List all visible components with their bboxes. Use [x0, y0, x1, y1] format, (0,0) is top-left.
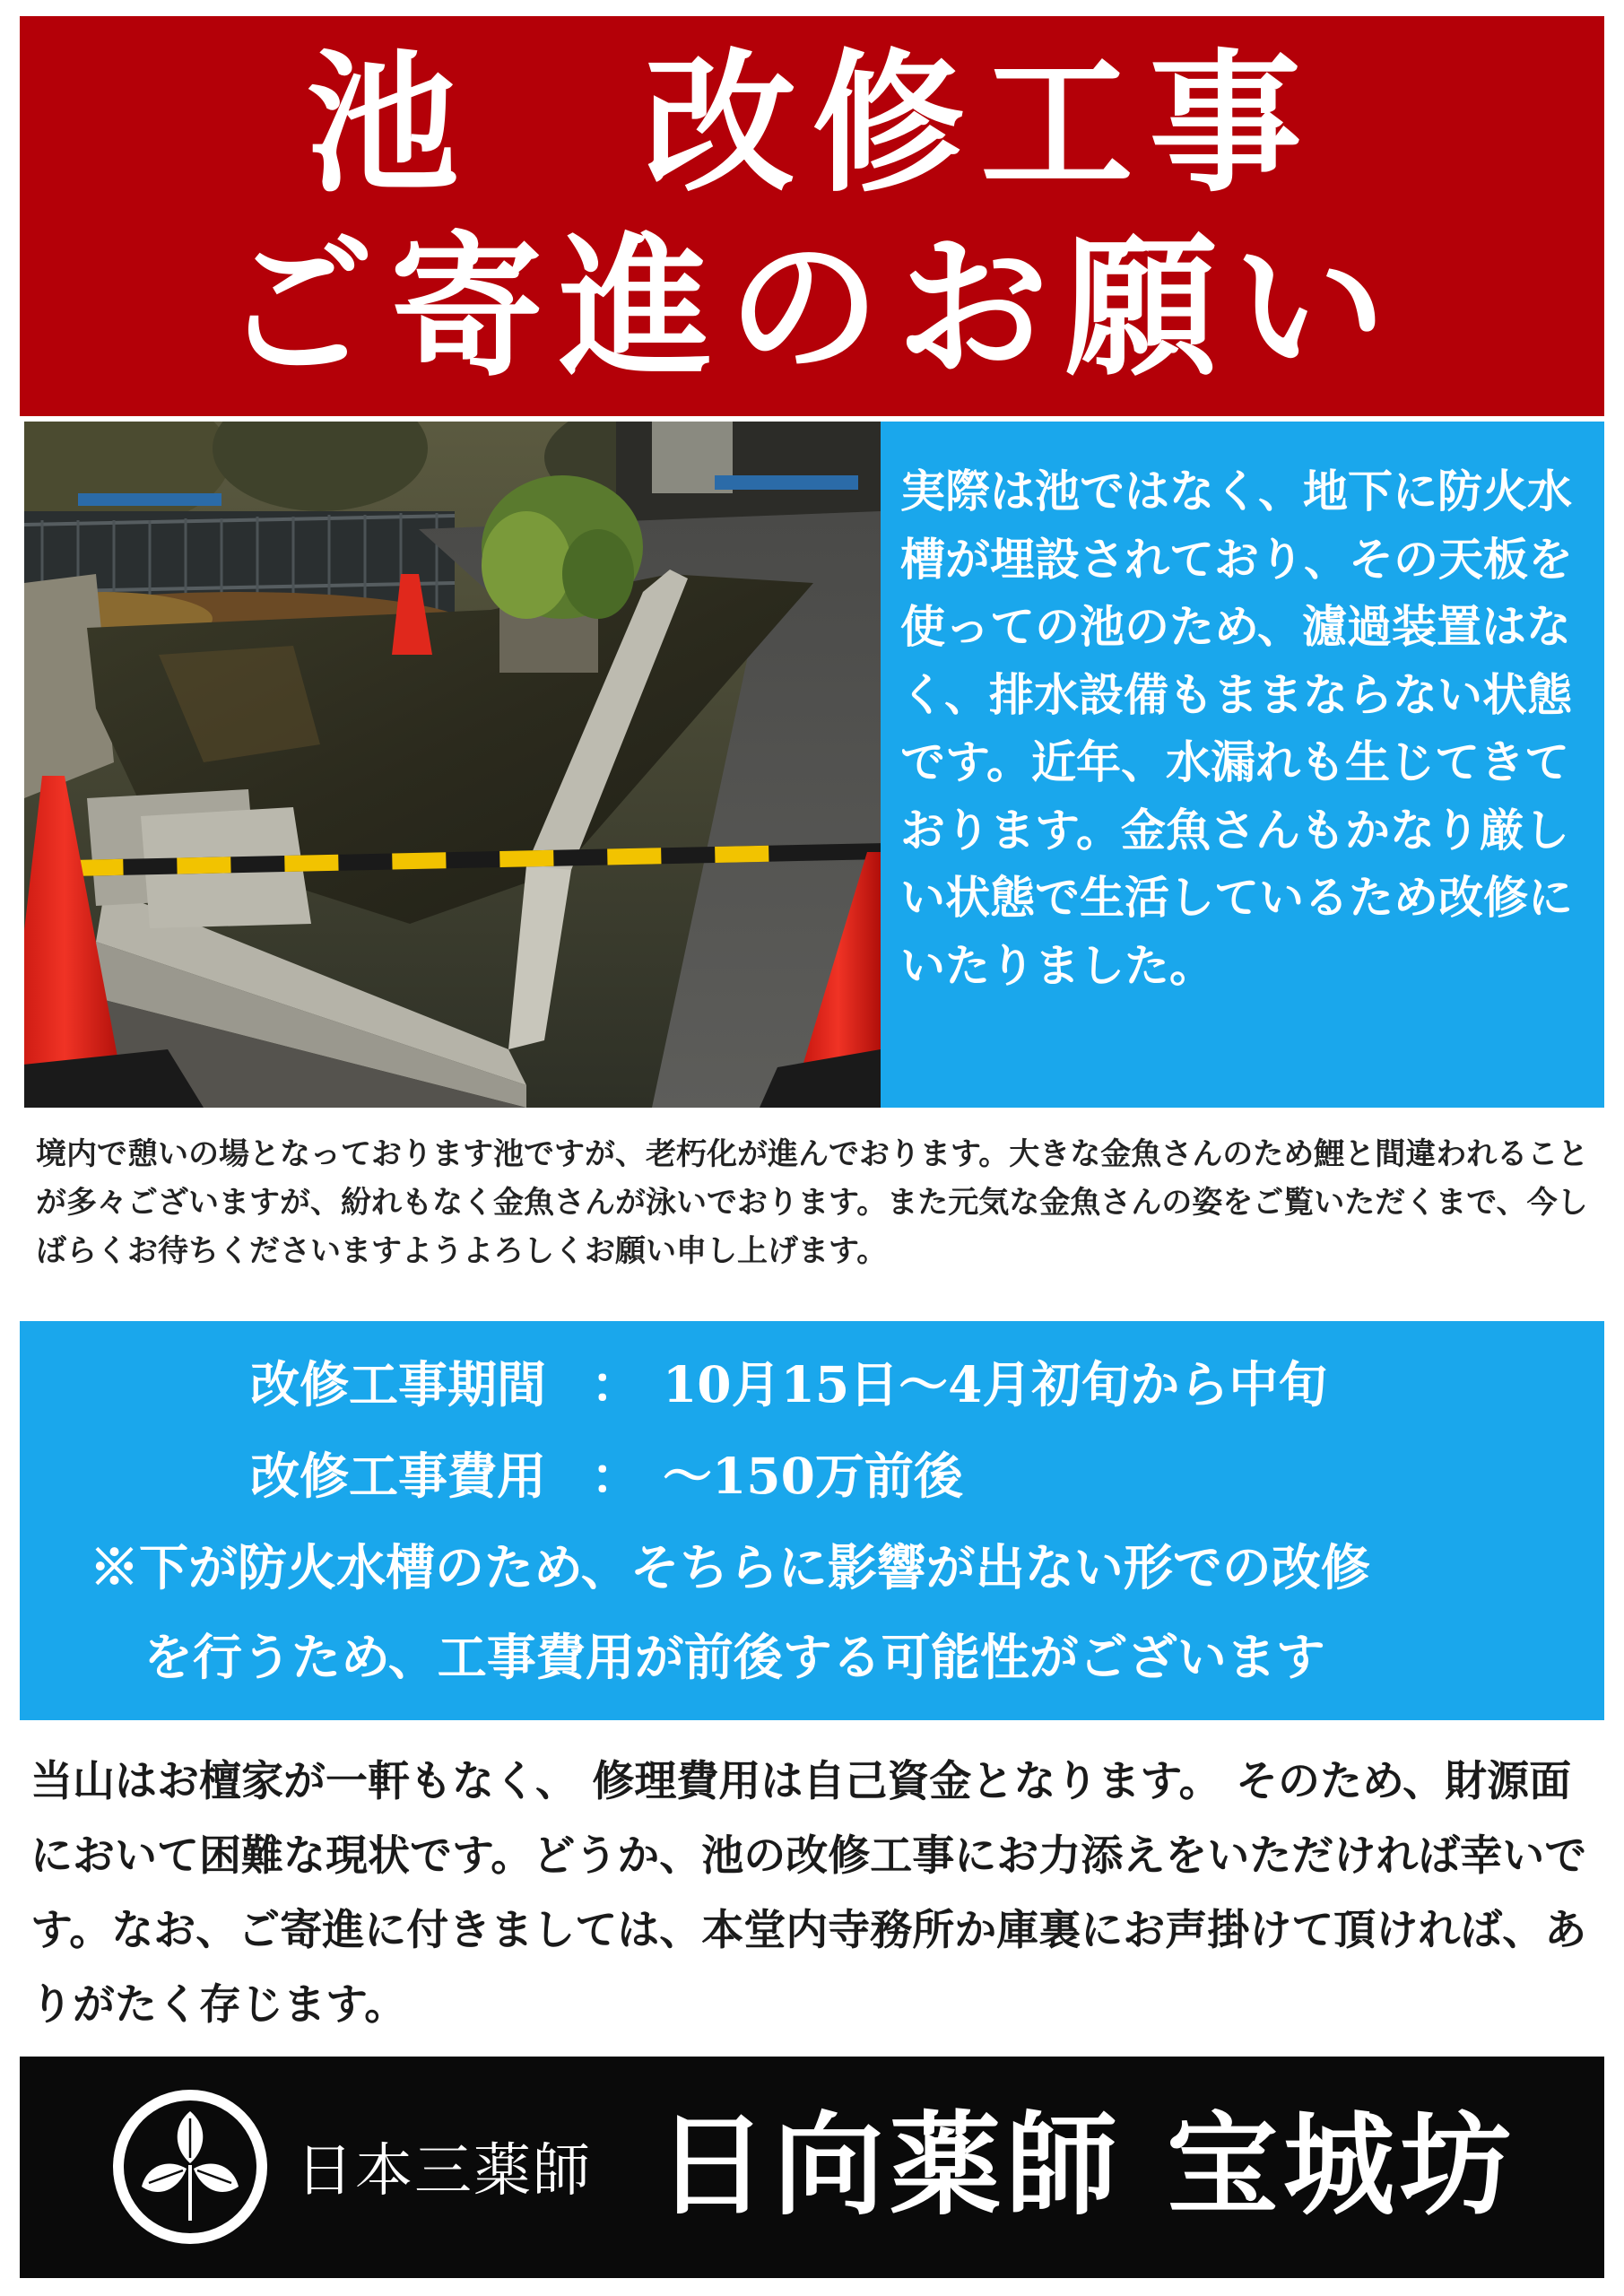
pond-photo: [24, 422, 881, 1108]
temple-name: 日向薬師 宝城坊: [656, 2100, 1517, 2231]
intro-panel: [881, 422, 1604, 1108]
description-paragraph: 境内で憩いの場となっております池ですが、老朽化が進んでおります。大きな金魚さんのため鯉と間違われることが多々ございますが、紛れもなく金魚さんが泳いでおります。また元気な金魚さんの姿をご覧いただくまで、今しばらくお待ちくださいますようよろしくお願い申し上げます。: [36, 1136, 1589, 1269]
cost-label: 改修工事費用: [250, 1447, 547, 1505]
title-line-2: ご寄進のお願い: [221, 218, 1403, 397]
footer-subtitle: 日本三薬師: [296, 2138, 592, 2205]
cost-value: ～150万前後: [663, 1447, 963, 1505]
cost-separator: ：: [591, 1447, 641, 1505]
footer-banner: [20, 2057, 1604, 2278]
hollyhock-crest-icon: [109, 2086, 271, 2248]
cost-row: [250, 1445, 963, 1508]
period-label: 改修工事期間: [250, 1355, 547, 1413]
info-box: [20, 1321, 1604, 1720]
period-value: 10月15日～4月初旬から中旬: [663, 1355, 1328, 1413]
title-line-1: 池 改修工事: [306, 34, 1318, 213]
intro-text: 実際は池ではなく、地下に防火水槽が埋設されており、その天板を使っての池のため、濾過装置はなく、排水設備もままならない状態です。近年、水漏れも生じてきております。金魚さんもかなり厳しい状態で生活しているため改修にいたりました。: [900, 465, 1573, 992]
period-separator: ：: [591, 1355, 641, 1413]
period-row: [250, 1353, 1327, 1416]
header-banner: [20, 16, 1604, 416]
note-line-1: ※下が防火水槽のため、そちらに影響が出ない形での改修: [90, 1538, 1370, 1596]
donation-paragraph: 当山はお檀家が一軒もなく、 修理費用は自己資金となります。 そのため、財源面において困難な現状です。どうか、池の改修工事にお力添えをいただければ幸いです。なお、ご寄進に付きましては、本堂内寺務所か庫裏にお声掛けて頂ければ、ありがたく存じます。: [30, 1757, 1587, 2030]
note-line-2: を行うため、工事費用が前後する可能性がございます: [143, 1628, 1325, 1686]
